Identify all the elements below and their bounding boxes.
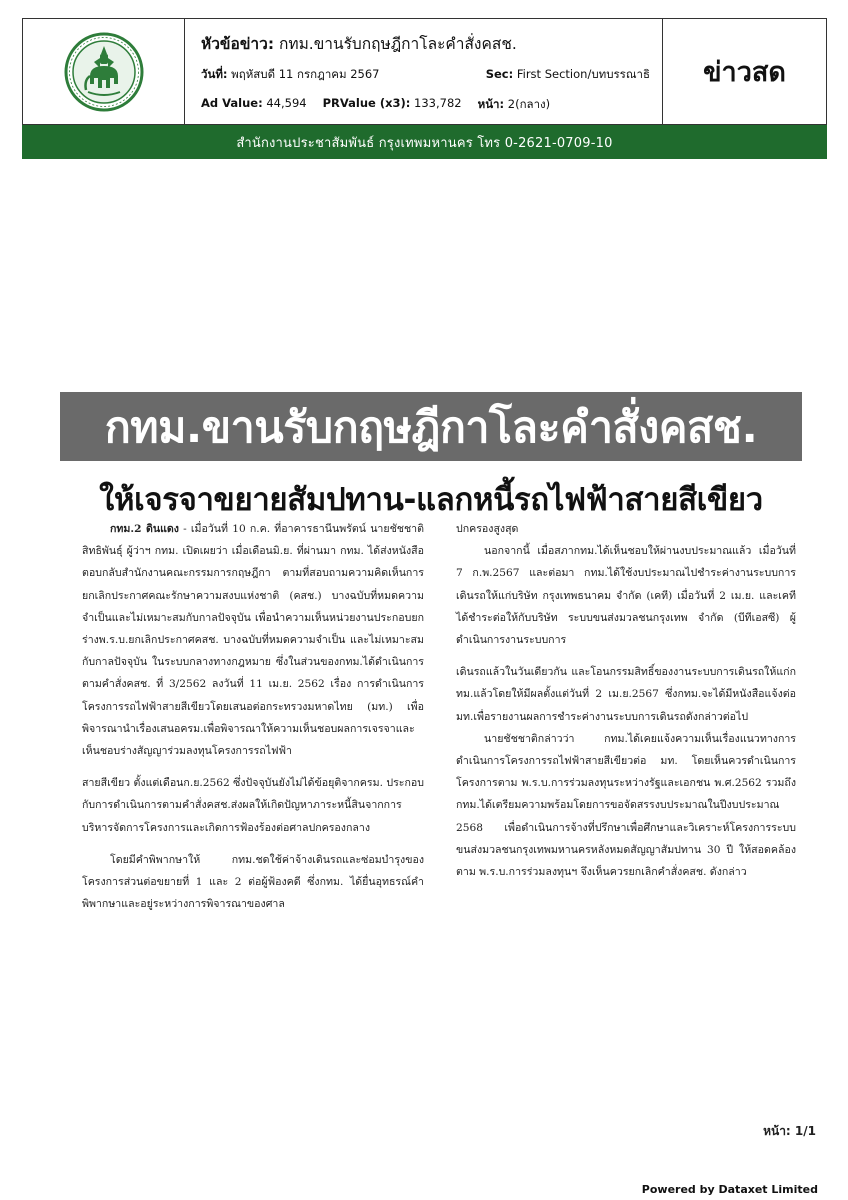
category-cell [663, 19, 826, 124]
powered-by: Powered by Dataxet Limited [641, 1183, 818, 1196]
paragraph-text: นอกจากนี้ เมื่อสภากทม.ได้เห็นชอบให้ผ่านงบประมาณแล้ว เมื่อวันที่ 7 ก.พ.2567 และต่อมา กทม.ได้ใช้งบประมาณไปชำระค่างานระบบการเดินรถให้แก่บริษัท กรุงเทพธนาคม จำกัด (เคที) เมื่อวันที่ 2 เม.ย. และเคทีได้ชำระต่อให้กับบริษัท ระบบขนส่งมวลชนกรุงเทพ จำกัด (บีทีเอสซี) ผู้ดำเนินการงานระบบการ [456, 545, 796, 647]
paragraph [456, 661, 796, 728]
paragraph [456, 518, 796, 540]
article-subheadline: ให้เจรจาขยายสัมปทาน-แลกหนี้รถไฟฟ้าสายสีเขียว [99, 482, 763, 518]
dateline: กทม.2 ดินแดง [110, 523, 179, 535]
paragraph-text: - เมื่อวันที่ 10 ก.ค. ที่อาคารธานีนพรัตน์ นายชัชชาติ สิทธิพันธุ์ ผู้ว่าฯ กทม. เปิดเผยว่า เมื่อเดือนมิ.ย. ที่ผ่านมา กทม. ได้ส่งหนังสือตอบกลับสำนักงานคณะกรรมการกฤษฎีกา ตามที่สอบถามความคิดเห็นการยกเลิกประกาศคณะรักษาความสงบแห่งชาติ (คสช.) บางฉบับที่หมดความจำเป็นและไม่เหมาะสมกับกาลปัจจุบัน เพื่อนำความเห็นหน่วยงานประกอบยกร่างพ.ร.บ.ยกเลิกประกาศคสช. บางฉบับที่หมดความจำเป็น และไม่เหมาะสมกับกาลปัจจุบัน ในระบบกลางทางกฎหมาย ซึ่งในส่วนของกทม.ได้ดำเนินการตามคำสั่งคสช. ที่ 3/2562 ลงวันที่ 11 เม.ย. 2562 เรื่อง การดำเนินการโครงการรถไฟฟ้าสายสีเขียวโดยเสนอต่อกระทรวงมหาดไทย (มท.) เพื่อพิจารณานำเรื่องเสนอครม.เพื่อพิจารณาให้ความเห็นชอบผลการเจรจาและเห็นชอบร่างสัญญาร่วมลงทุนโครงการรถไฟฟ้า [82, 523, 424, 758]
paragraph [456, 728, 796, 883]
value-row [201, 96, 650, 114]
paragraph [82, 849, 424, 916]
ad-value: 44,594 [266, 96, 307, 110]
date-label: วันที่: [201, 67, 228, 81]
headline-box [60, 392, 802, 461]
pr-value-label: PRValue (x3): [322, 96, 411, 110]
office-bar: สำนักงานประชาสัมพันธ์ กรุงเทพมหานคร โทร 0-2621-0709-10 [22, 125, 827, 159]
news-header [22, 18, 827, 125]
pr-value: 133,782 [414, 96, 462, 110]
paragraph-text: สายสีเขียว ตั้งแต่เดือนก.ย.2562 ซึ่งปัจจุบันยังไม่ได้ข้อยุติจากครม. ประกอบกับการดำเนินการตามคำสั่งคสช.ส่งผลให้เกิดปัญหาภาระหนี้สินจากการบริหารจัดการโครงการและเกิดการฟ้องร้องต่อศาลปกครองกลาง [82, 777, 424, 834]
title-label: หัวข้อข่าว: [201, 35, 275, 53]
news-title: กทม.ขานรับกฤษฎีกาโละคำสั่งคสช. [278, 35, 517, 53]
news-date: พฤหัสบดี 11 กรกฎาคม 2567 [231, 67, 380, 81]
paragraph-text: เดินรถแล้วในวันเดียวกัน และโอนกรรมสิทธิ์ของงานระบบการเดินรถให้แก่กทม.แล้วโดยให้มีผลตั้งแต่วันที่ 2 เม.ย.2567 ซึ่งกทม.จะได้มีหนังสือแจ้งต่อ มท.เพื่อรายงานผลการชำระค่างานระบบการเดินรถดังกล่าวต่อไป [456, 666, 796, 723]
paragraph [82, 518, 424, 762]
paragraph-text: ปกครองสูงสุด [456, 523, 519, 535]
page-value: 2(กลาง) [507, 97, 551, 111]
news-section: First Section/บทบรรณาธิ [516, 67, 650, 81]
paragraph [82, 772, 424, 839]
news-category: ข่าวสด [703, 57, 786, 88]
page-label: หน้า: [477, 97, 505, 111]
article-left-column [82, 518, 424, 915]
paragraph-text: โดยมีคำพิพากษาให้ กทม.ชดใช้ค่าจ้างเดินรถและซ่อมบำรุงของโครงการส่วนต่อขยายที่ 1 และ 2 ต่อผู้ฟ้องคดี ซึ่งกทม. ได้ยื่นอุทธรณ์คำพิพากษาและอยู่ระหว่างการพิจารณาของศาล [82, 853, 424, 911]
paragraph [456, 540, 796, 651]
article-right-column [456, 518, 796, 883]
page-number: หน้า: 1/1 [763, 1124, 816, 1138]
bma-seal-logo [64, 32, 144, 112]
logo-cell [23, 19, 185, 124]
section-label: Sec: [485, 67, 514, 81]
date-section-row [201, 66, 650, 84]
ad-value-label: Ad Value: [201, 96, 263, 110]
paragraph-text: นายชัชชาติกล่าวว่า กทม.ได้เคยแจ้งความเห็นเรื่องแนวทางการดำเนินการโครงการรถไฟฟ้าสายสีเขียวต่อ มท. โดยเห็นควรดำเนินการโครงการตาม พ.ร.บ.การร่วมลงทุนระหว่างรัฐและเอกชน พ.ศ.2562 รวมถึงกทม.ได้เตรียมความพร้อมโดยการขอจัดสรรงบประมาณในปีงบประมาณ 2568 เพื่อดำเนินการจ้างที่ปรึกษาเพื่อศึกษาและวิเคราะห์โครงการระบบขนส่งมวลชนกรุงเทพมหานครหลังหมดสัญญาสัมปทาน 30 ปี ให้สอดคล้องตาม พ.ร.บ.การร่วมลงทุนฯ จึงเห็นควรยกเลิกคำสั่งคสช. ดังกล่าว [456, 732, 796, 879]
info-cell [185, 19, 663, 124]
article-headline: กทม.ขานรับกฤษฎีกาโละคำสั่งคสช. [104, 402, 758, 453]
news-title-row [201, 31, 650, 56]
